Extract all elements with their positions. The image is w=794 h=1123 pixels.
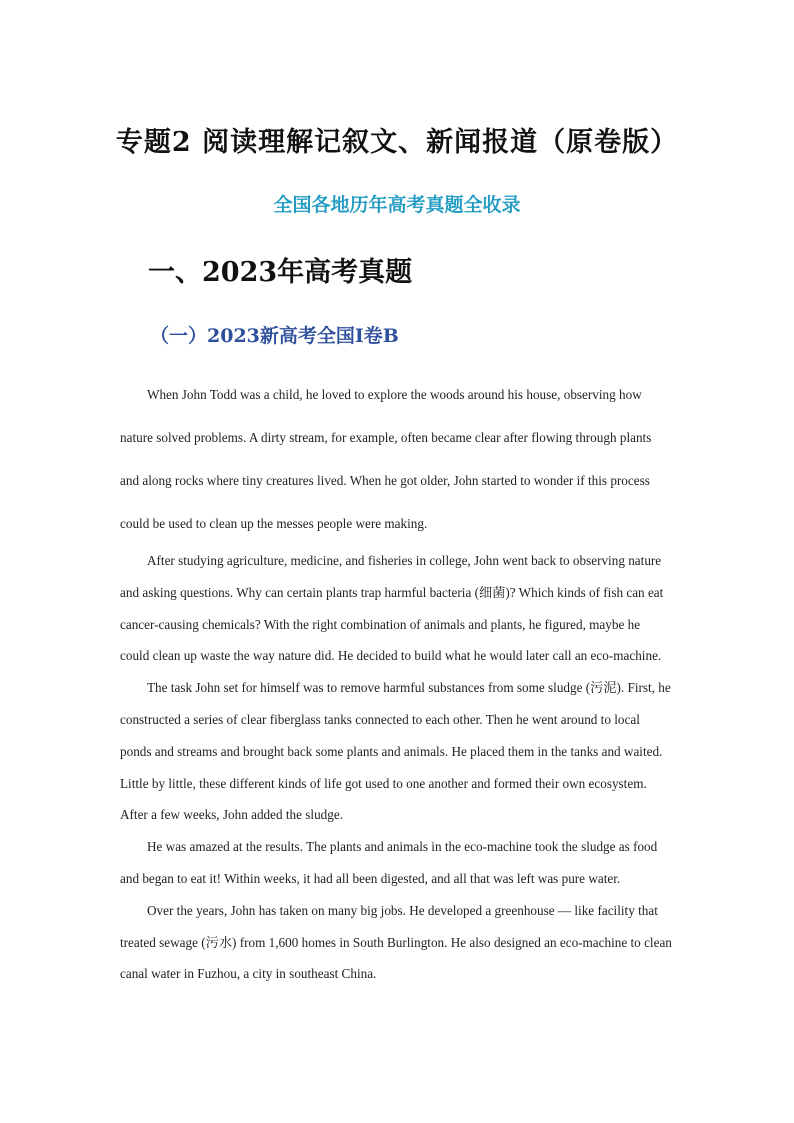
paragraph-5: Over the years, John has taken on many big jobs. He developed a greenhouse — like facility that treated sewage (污水) from 1,600 homes in South Burlington. He also designed an eco-machine to clean canal water in Fuzhou, a city in southeast China. <box>120 902 672 982</box>
paragraph-4: He was amazed at the results. The plants and animals in the eco-machine took the sludge as food and began to eat it! Within weeks, it had all been digested, and all that was left was pure water. <box>120 839 658 886</box>
paragraph-2: After studying agriculture, medicine, and fisheries in college, John went back to observing nature and asking questions. Why can certain plants trap harmful bacteria (细菌)? Which kinds of fish can eat cancer-causing chemicals? With the right combination of animals and plants, he figured, maybe he could clean up waste the way nature did. He decided to build what he would later call an eco-machine. <box>120 553 664 664</box>
document-title: 专题2 阅读理解记叙文、新闻报道（原卷版） <box>115 127 679 158</box>
section-heading: 一、2023年高考真题 <box>148 257 413 288</box>
sub-heading: （一）2023新高考全国Ⅰ卷B <box>150 325 399 347</box>
paragraph-1: When John Todd was a child, he loved to explore the woods around his house, observing how nature solved problems. A dirty stream, for example, often became clear after flowing through plants and along rocks where tiny creatures lived. When he got older, John started to wonder if this process could be used to clean up the messes people were making. <box>120 387 652 531</box>
reading-passage <box>120 373 672 990</box>
document-subtitle: 全国各地历年高考真题全收录 <box>273 194 521 216</box>
paragraph-3: The task John set for himself was to remove harmful substances from some sludge (污泥). First, he constructed a series of clear fiberglass tanks connected to each other. Then he went around to local ponds and streams and brought back some plants and animals. He placed them in the tanks and waited. Little by little, these different kinds of life got used to one another and formed their own ecosystem. After a few weeks, John added the sludge. <box>120 680 671 823</box>
